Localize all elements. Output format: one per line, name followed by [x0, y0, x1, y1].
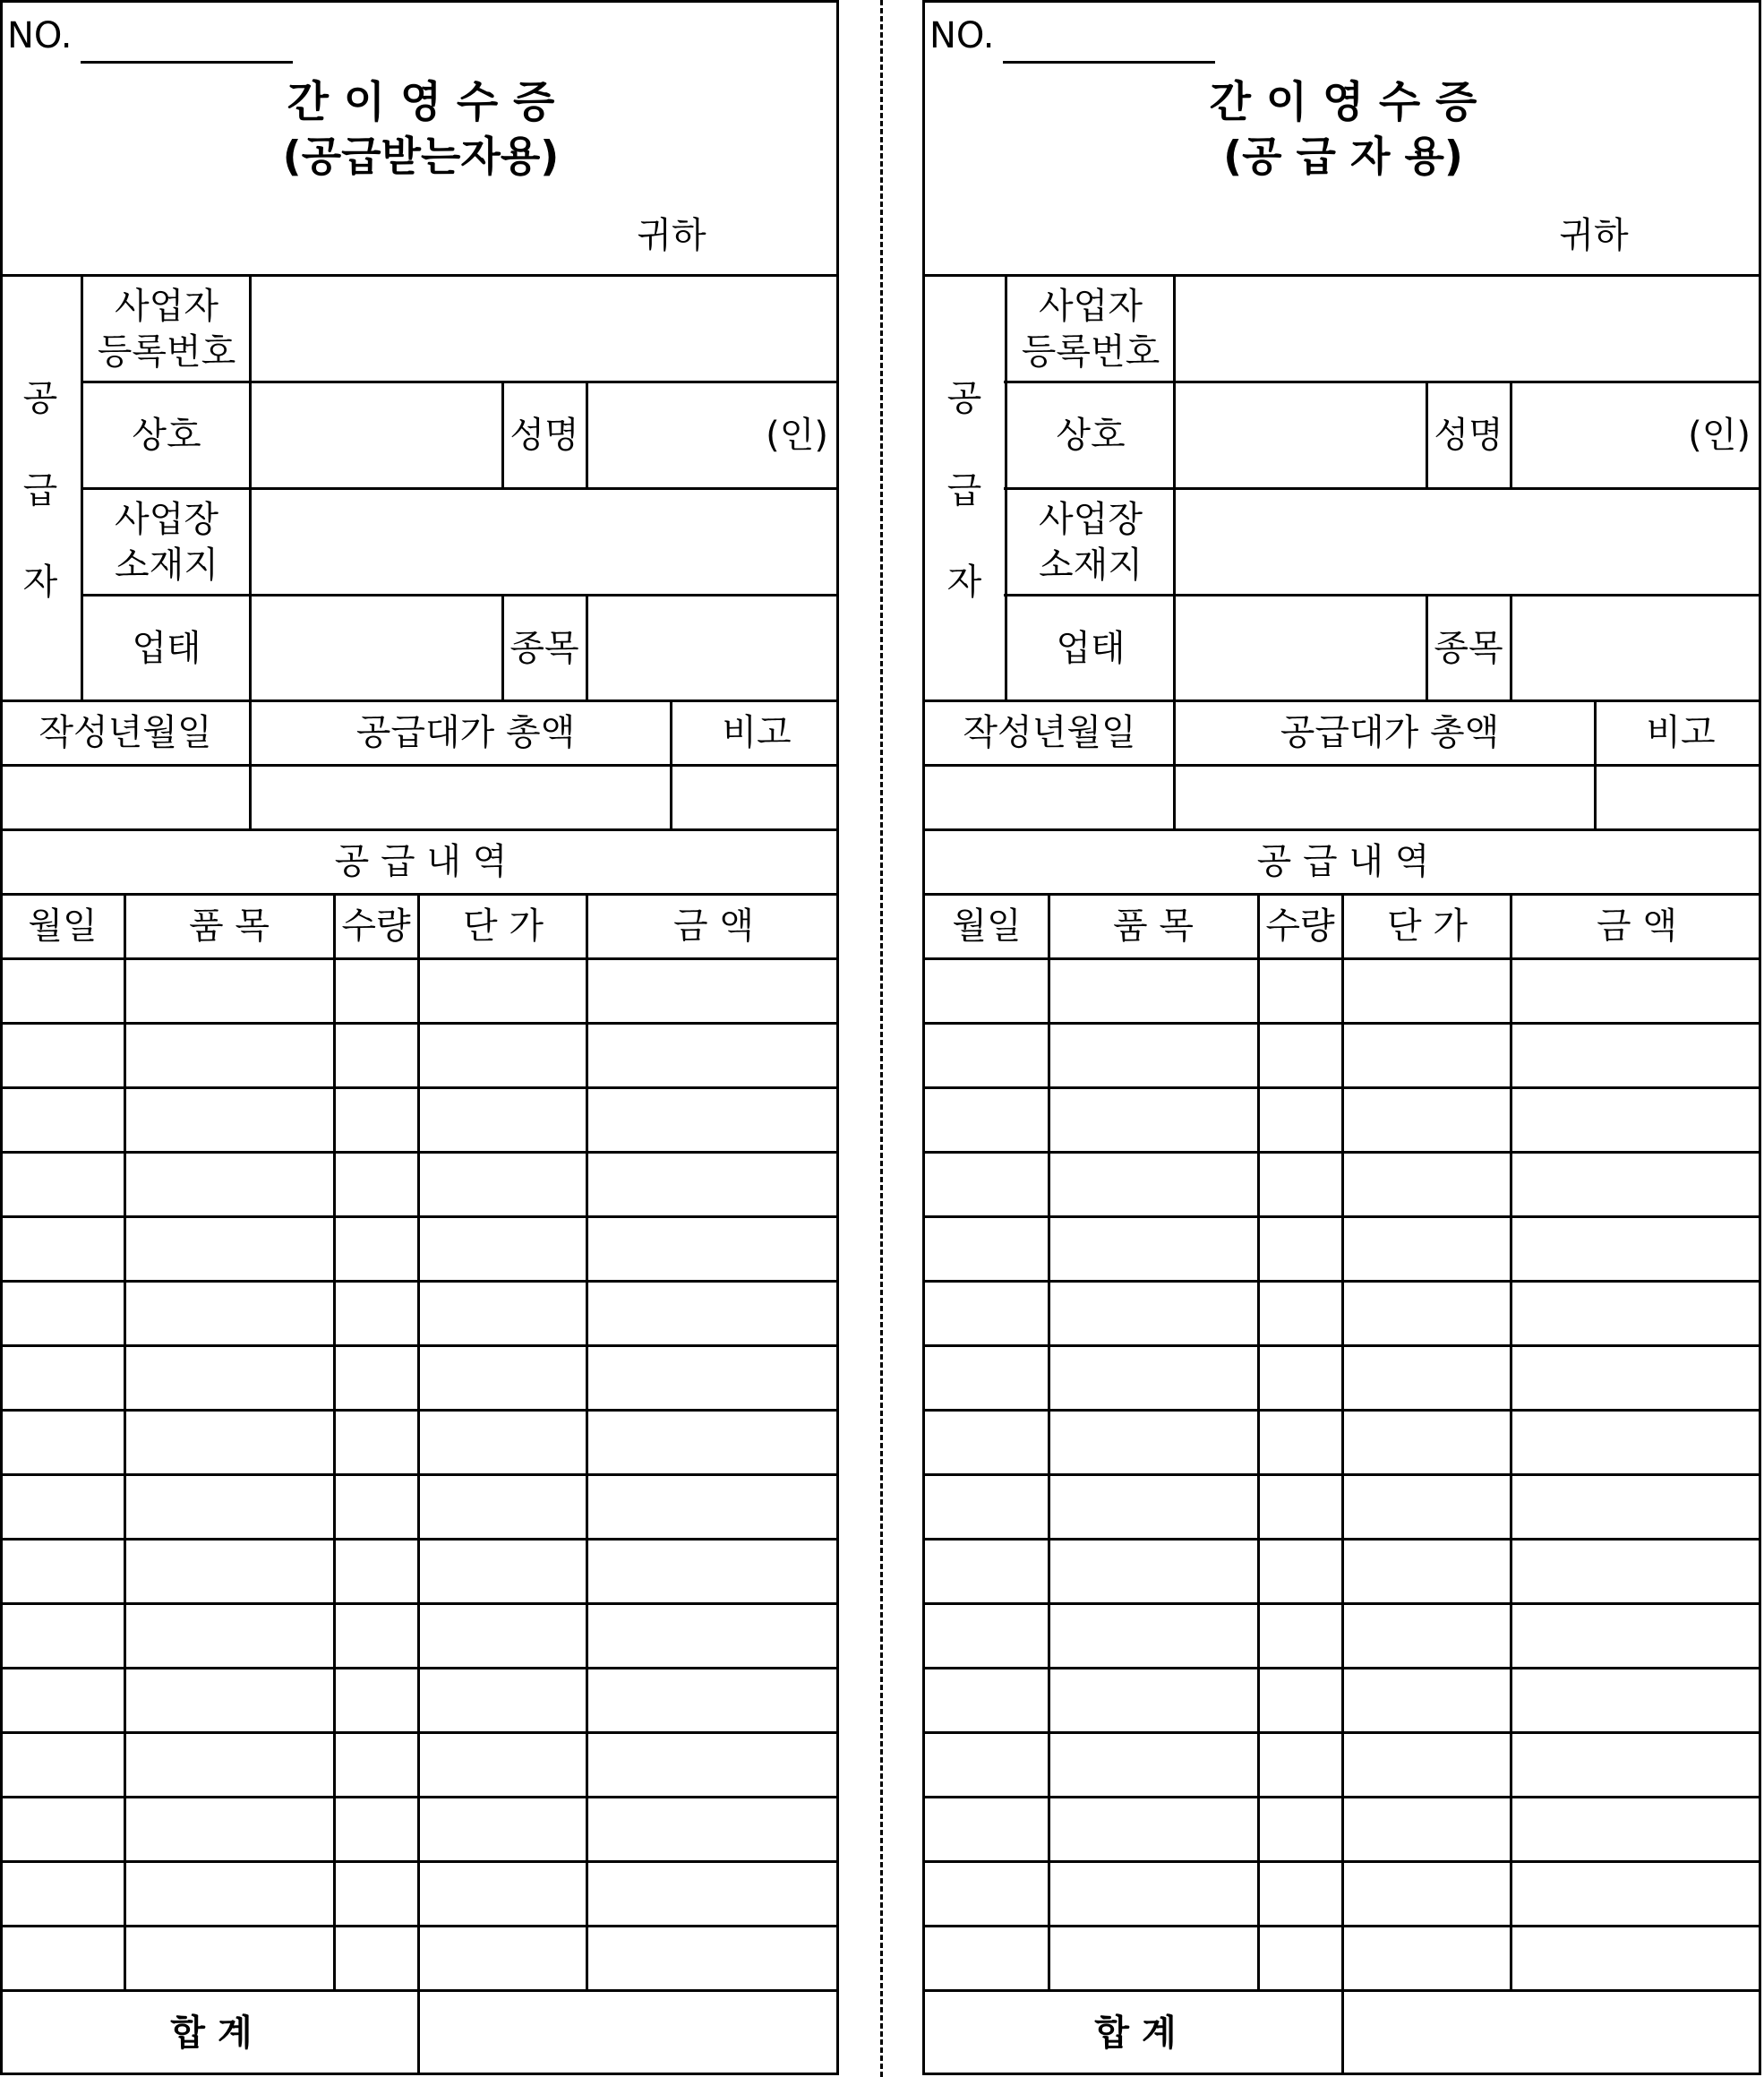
name-label: 성명 [1434, 415, 1503, 456]
rule [81, 487, 839, 490]
rule [1594, 699, 1597, 828]
col-amount-header: 금 액 [1597, 905, 1677, 947]
total-amount-label: 공급대가 총액 [1280, 712, 1500, 753]
receipt-supplier-copy [922, 0, 1761, 2075]
rule [501, 594, 504, 701]
rule [922, 764, 1761, 767]
rule [922, 828, 1761, 831]
col-price-header: 단 가 [463, 905, 544, 947]
date-written-label: 작성년월일 [39, 712, 212, 753]
cut-line [880, 0, 883, 2077]
name-label: 성명 [510, 415, 579, 456]
col-qty-header: 수량 [1265, 905, 1335, 947]
rule [1426, 381, 1428, 489]
col-amount-header: 금 액 [673, 905, 754, 947]
supplier-label-char: 공 [946, 378, 982, 419]
col-date-header: 월일 [28, 905, 98, 947]
remarks-label: 비고 [722, 712, 792, 753]
details-header: 공 급 내 역 [1256, 841, 1430, 882]
rule [501, 381, 504, 489]
rule [0, 274, 839, 277]
business-type-label: 업태 [1056, 628, 1126, 669]
recipient-suffix: 귀하 [637, 215, 706, 256]
rule [1510, 594, 1512, 701]
rule [1004, 487, 1761, 490]
supplier-label-char: 자 [22, 562, 58, 603]
reg-no-label: 사업자 [1039, 286, 1143, 327]
col-date-header: 월일 [952, 905, 1022, 947]
company-label: 상호 [1056, 415, 1126, 456]
receipt-buyer-copy [0, 0, 839, 2075]
rule [81, 594, 839, 596]
rule [586, 893, 588, 1991]
date-written-label: 작성년월일 [963, 712, 1136, 753]
total-amount-label: 공급대가 총액 [355, 712, 576, 753]
rule [249, 274, 252, 828]
receipt-subtitle: (공 급 자 용) [1223, 132, 1463, 181]
address-label: 소재지 [1039, 545, 1143, 586]
rule [922, 699, 1761, 702]
business-item-label: 종목 [510, 628, 579, 669]
reg-no-label: 사업자 [115, 286, 218, 327]
col-item-header: 품 목 [1113, 905, 1194, 947]
address-label: 사업장 [115, 499, 218, 540]
rule [1426, 594, 1428, 701]
supplier-label-char: 급 [946, 470, 982, 511]
col-price-header: 단 가 [1387, 905, 1468, 947]
business-item-label: 종목 [1434, 628, 1503, 669]
no-underline [81, 61, 293, 64]
rule [922, 274, 1761, 277]
rule [1173, 274, 1176, 828]
col-qty-header: 수량 [341, 905, 411, 947]
rule [1004, 381, 1761, 383]
no-label: NO. [929, 15, 995, 56]
address-label: 소재지 [115, 545, 218, 586]
seal-mark: (인) [766, 415, 828, 456]
rule [586, 594, 588, 701]
rule [1341, 893, 1344, 2075]
receipt-title: 간 이 영 수 증 [287, 77, 555, 128]
rule [417, 893, 420, 2075]
no-underline [1003, 61, 1215, 64]
col-item-header: 품 목 [189, 905, 270, 947]
recipient-suffix: 귀하 [1559, 215, 1629, 256]
company-label: 상호 [132, 415, 201, 456]
supplier-label-char: 급 [22, 470, 58, 511]
receipt-title: 간 이 영 수 증 [1209, 77, 1477, 128]
remarks-label: 비고 [1646, 712, 1716, 753]
rule [0, 828, 839, 831]
rule [1005, 274, 1007, 701]
reg-no-label: 등록번호 [1021, 331, 1160, 373]
reg-no-label: 등록번호 [97, 331, 236, 373]
receipt-subtitle: (공급받는자용) [282, 132, 560, 181]
rule [1510, 381, 1512, 489]
rule [586, 381, 588, 489]
supplier-label-char: 공 [22, 378, 58, 419]
rule [1048, 893, 1050, 1991]
sum-label: 합 계 [1094, 2013, 1177, 2054]
rule [124, 893, 126, 1991]
business-type-label: 업태 [132, 628, 201, 669]
address-label: 사업장 [1039, 499, 1143, 540]
supplier-label-char: 자 [946, 562, 982, 603]
details-header: 공 급 내 역 [334, 841, 508, 882]
rule [0, 764, 839, 767]
rule [1510, 893, 1512, 1991]
seal-mark: (인) [1688, 415, 1751, 456]
rule [0, 699, 839, 702]
rule [333, 893, 336, 1991]
rule [670, 699, 672, 828]
rule [1004, 594, 1761, 596]
rule [81, 274, 83, 701]
no-label: NO. [7, 15, 73, 56]
sum-label: 합 계 [170, 2013, 253, 2054]
rule [81, 381, 839, 383]
rule [1257, 893, 1260, 1991]
